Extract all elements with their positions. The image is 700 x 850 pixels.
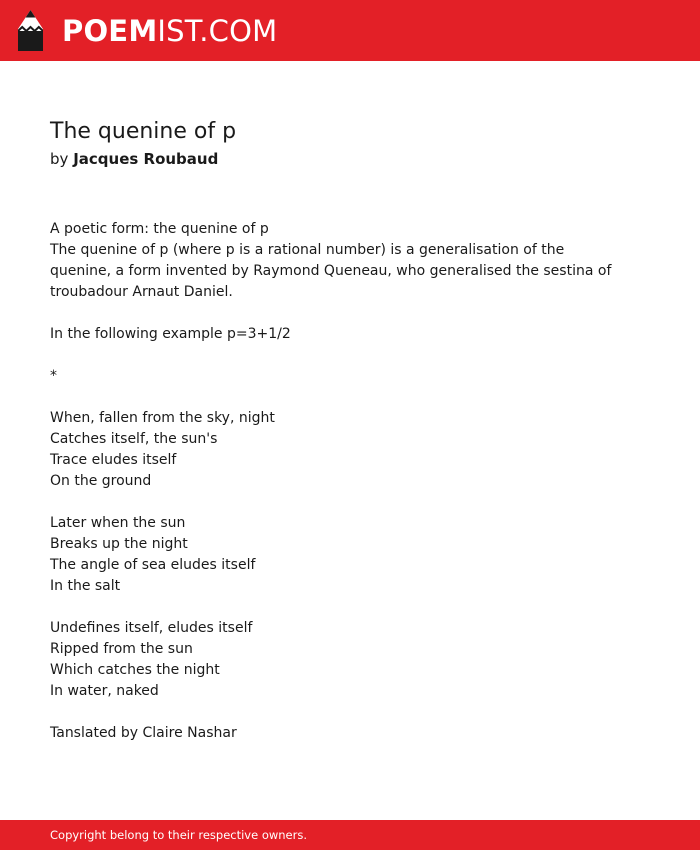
blank-line	[50, 303, 650, 324]
poem-line: The quenine of p (where p is a rational number) is a generalisation of the	[50, 242, 565, 258]
poem-line: When, fallen from the sky, night	[50, 410, 275, 426]
byline	[50, 149, 218, 169]
poem-line: Trace eludes itself	[50, 452, 177, 468]
poem-line: troubadour Arnaut Daniel.	[50, 284, 233, 300]
blank-line	[50, 597, 650, 618]
poem-line: Later when the sun	[50, 515, 186, 531]
poem-line: The angle of sea eludes itself	[50, 557, 256, 573]
poem-body	[50, 219, 650, 744]
poem-line: *	[50, 368, 57, 384]
poem-line: Ripped from the sun	[50, 641, 193, 657]
poem-line: In the following example p=3+1/2	[50, 326, 291, 342]
site-footer	[0, 820, 700, 850]
poem-line: Tanslated by Claire Nashar	[50, 725, 237, 741]
poem-line: In water, naked	[50, 683, 159, 699]
poem-line: A poetic form: the quenine of p	[50, 221, 269, 237]
poem-line: In the salt	[50, 578, 121, 594]
poem-line: Which catches the night	[50, 662, 220, 678]
site-logo[interactable]	[62, 11, 277, 51]
author-name: Jacques Roubaud	[73, 150, 219, 168]
poem-line: Breaks up the night	[50, 536, 188, 552]
pencil-icon[interactable]	[18, 10, 43, 51]
site-header	[0, 0, 700, 61]
copyright-text: Copyright belong to their respective owners.	[50, 828, 308, 842]
logo-bold-text: POEM	[62, 14, 158, 48]
poem-line: quenine, a form invented by Raymond Queneau, who generalised the sestina of	[50, 263, 612, 279]
poem-title: The quenine of p	[50, 119, 237, 144]
blank-line	[50, 702, 650, 723]
blank-line	[50, 492, 650, 513]
poem-line: Catches itself, the sun's	[50, 431, 218, 447]
poem-line: On the ground	[50, 473, 152, 489]
logo-light-text: IST.COM	[157, 14, 278, 48]
blank-line	[50, 345, 650, 366]
poem-line: Undefines itself, eludes itself	[50, 620, 253, 636]
by-label: by	[50, 150, 69, 168]
blank-line	[50, 387, 650, 408]
